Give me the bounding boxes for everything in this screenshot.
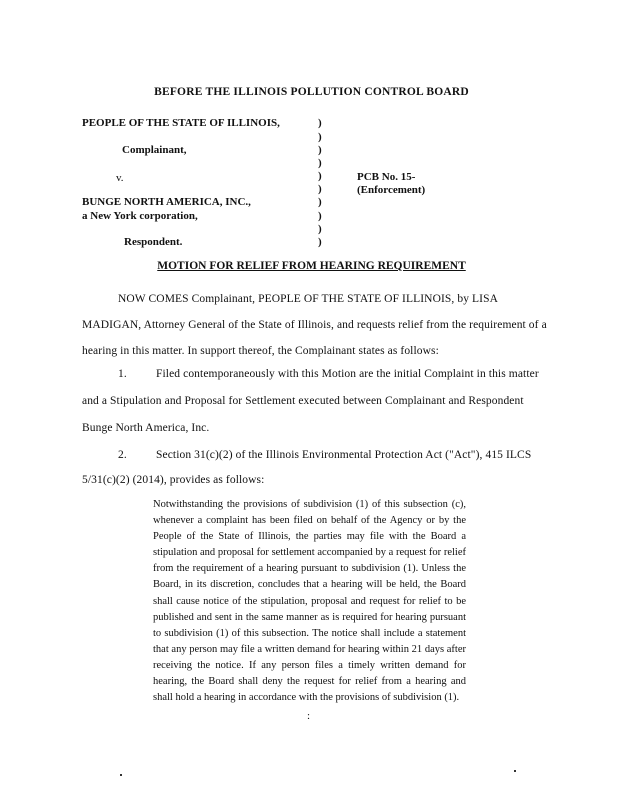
complainant-label: Complainant, — [122, 144, 187, 156]
case-number: PCB No. 15- — [357, 171, 416, 183]
paragraph-1-line: Bunge North America, Inc. — [82, 422, 210, 434]
respondent-label: Respondent. — [124, 236, 183, 248]
caption-paren: ) — [318, 131, 322, 143]
caption-paren: ) — [318, 183, 322, 195]
paragraph-number: 2. — [118, 449, 127, 461]
caption-paren: ) — [318, 157, 322, 169]
intro-line: NOW COMES Complainant, PEOPLE OF THE STATE OF ILLINOIS, by LISA — [118, 293, 498, 305]
caption-paren: ) — [318, 117, 322, 129]
caption-paren: ) — [318, 223, 322, 235]
paragraph-2-line: 5/31(c)(2) (2014), provides as follows: — [82, 474, 265, 486]
caption-paren: ) — [318, 236, 322, 248]
scan-speck — [120, 774, 122, 776]
plaintiff-name: PEOPLE OF THE STATE OF ILLINOIS, — [82, 117, 280, 129]
caption-paren: ) — [318, 170, 322, 182]
paragraph-2-line: Section 31(c)(2) of the Illinois Environmental Protection Act ("Act"), 415 ILCS — [156, 449, 532, 461]
paragraph-1-line: and a Stipulation and Proposal for Settlement executed between Complainant and Respondent — [82, 395, 524, 407]
caption-paren: ) — [318, 210, 322, 222]
defendant-name: BUNGE NORTH AMERICA, INC., — [82, 196, 251, 208]
intro-line: hearing in this matter. In support thereof, the Complainant states as follows: — [82, 345, 439, 357]
page-mark: : — [307, 710, 311, 722]
scan-speck — [514, 770, 516, 772]
intro-line: MADIGAN, Attorney General of the State of Illinois, and requests relief from the requirement of a — [82, 319, 547, 331]
paragraph-number: 1. — [118, 368, 127, 380]
caption-paren: ) — [318, 144, 322, 156]
case-type: (Enforcement) — [357, 184, 426, 196]
paragraph-1-line: Filed contemporaneously with this Motion are the initial Complaint in this matter — [156, 368, 539, 380]
motion-heading: MOTION FOR RELIEF FROM HEARING REQUIREMENT — [157, 260, 466, 272]
caption-paren: ) — [318, 196, 322, 208]
versus-label: v. — [116, 172, 124, 184]
defendant-description: a New York corporation, — [82, 210, 198, 222]
statute-quote: Notwithstanding the provisions of subdivision (1) of this subsection (c), whenever a complaint has been filed on behalf of the Agency or by the People of the State of Illinois, the parties may file with the Board a stipulation and proposal for settlement accompanied by a request for relief from the requirement of a hearing pursuant to subdivision (1). Unless the Board, in its discretion, concludes that a hearing will be held, the Board shall cause notice of the stipulation, proposal and request for relief to be published and sent in the same manner as is required for hearing pursuant to subdivision (1) of this subsection. The notice shall include a statement that any person may file a written demand for hearing within 21 days after receiving the notice. If any person files a timely written demand for hearing, the Board shall deny the request for relief from a hearing and shall hold a hearing in accordance with the provisions of subdivision (1). — [153, 499, 466, 704]
page-title: BEFORE THE ILLINOIS POLLUTION CONTROL BOARD — [154, 86, 469, 98]
